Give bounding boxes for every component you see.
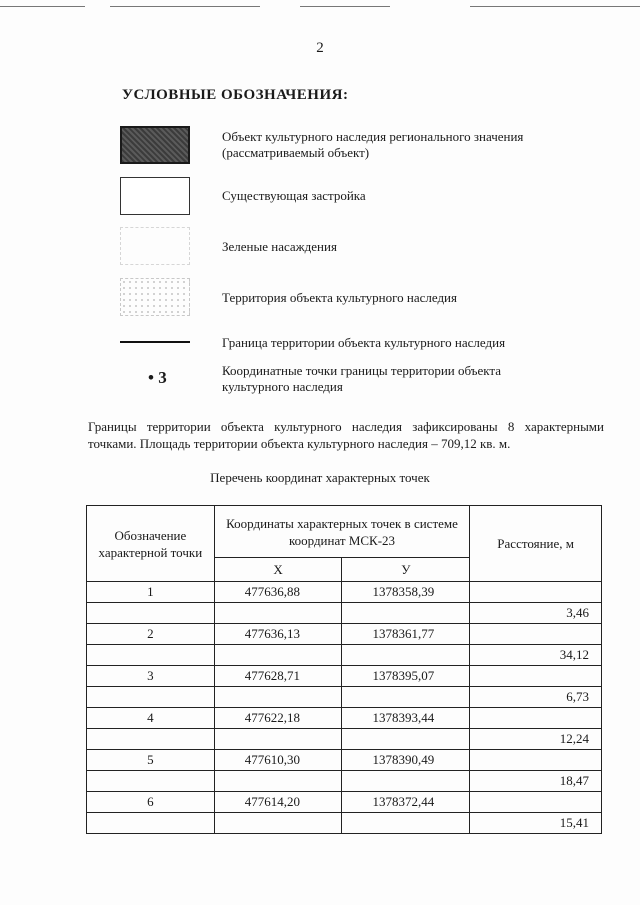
header-point: Обозначение характерной точки	[87, 506, 215, 582]
distance-cell: 12,24	[470, 729, 602, 750]
distance-cell	[470, 666, 602, 687]
point-cell	[87, 771, 215, 792]
point-cell: 5	[87, 750, 215, 771]
y-coordinate-cell: 1378395,07	[342, 666, 470, 687]
territory-description-paragraph: Границы территории объекта культурного наследия зафиксированы 8 характерными точками. Площадь территории объекта культурного наследия – 709,12 кв. м.	[88, 419, 604, 451]
scan-top-rule	[0, 6, 85, 7]
x-coordinate-cell: 477636,88	[214, 582, 342, 603]
y-coordinate-cell: 1378393,44	[342, 708, 470, 729]
x-coordinate-cell: 477636,13	[214, 624, 342, 645]
x-coordinate-cell: 477610,30	[214, 750, 342, 771]
distance-cell: 6,73	[470, 687, 602, 708]
table-row	[87, 708, 602, 729]
legend-symbol-heritage-territory	[120, 278, 190, 316]
header-x: X	[214, 558, 342, 582]
legend-symbol-existing-buildings	[120, 177, 190, 215]
x-coordinate-cell	[214, 771, 342, 792]
point-cell	[87, 729, 215, 750]
x-coordinate-cell	[214, 603, 342, 624]
x-coordinate-cell	[214, 687, 342, 708]
point-cell: 1	[87, 582, 215, 603]
table-row	[87, 645, 602, 666]
distance-cell	[470, 708, 602, 729]
y-coordinate-cell: 1378358,39	[342, 582, 470, 603]
table-row	[87, 666, 602, 687]
table-row	[87, 603, 602, 624]
y-coordinate-cell: 1378361,77	[342, 624, 470, 645]
scan-top-rule	[110, 6, 260, 7]
scan-top-rule	[300, 6, 390, 7]
legend-text-point-marker: Координатные точки границы территории объекта культурного наследия	[222, 363, 502, 394]
point-cell: 4	[87, 708, 215, 729]
distance-cell: 34,12	[470, 645, 602, 666]
coordinates-table	[86, 505, 602, 834]
point-cell	[87, 645, 215, 666]
point-cell: 2	[87, 624, 215, 645]
header-coordinates: Координаты характерных точек в системе координат МСК-23	[214, 506, 470, 558]
x-coordinate-cell: 477628,71	[214, 666, 342, 687]
table-row	[87, 624, 602, 645]
y-coordinate-cell	[342, 687, 470, 708]
table-row	[87, 750, 602, 771]
table-row	[87, 813, 602, 834]
distance-cell	[470, 624, 602, 645]
legend-symbol-boundary-line	[120, 341, 190, 343]
point-cell: 3	[87, 666, 215, 687]
legend-text-boundary-line: Граница территории объекта культурного наследия	[222, 335, 506, 350]
table-row	[87, 687, 602, 708]
legend-title: УСЛОВНЫЕ ОБОЗНАЧЕНИЯ:	[122, 87, 349, 103]
x-coordinate-cell	[214, 729, 342, 750]
legend-symbol-point-marker: • 3	[148, 368, 167, 387]
header-distance: Расстояние, м	[470, 506, 602, 582]
x-coordinate-cell	[214, 813, 342, 834]
x-coordinate-cell: 477614,20	[214, 792, 342, 813]
distance-cell: 15,41	[470, 813, 602, 834]
y-coordinate-cell: 1378390,49	[342, 750, 470, 771]
y-coordinate-cell: 1378372,44	[342, 792, 470, 813]
scan-top-rule	[470, 6, 640, 7]
point-cell	[87, 603, 215, 624]
page-number: 2	[316, 40, 324, 56]
legend-text-existing-buildings: Существующая застройка	[222, 188, 366, 203]
legend-text-heritage-object: Объект культурного наследия регионального значения (рассматриваемый объект)	[222, 129, 524, 160]
distance-cell: 18,47	[470, 771, 602, 792]
table-caption: Перечень координат характерных точек	[210, 470, 430, 485]
y-coordinate-cell	[342, 603, 470, 624]
y-coordinate-cell	[342, 645, 470, 666]
legend-text-heritage-territory: Территория объекта культурного наследия	[222, 290, 457, 305]
point-cell: 6	[87, 792, 215, 813]
y-coordinate-cell	[342, 771, 470, 792]
y-coordinate-cell	[342, 729, 470, 750]
legend-text-green-spaces: Зеленые насаждения	[222, 239, 337, 254]
y-coordinate-cell	[342, 813, 470, 834]
table-row	[87, 792, 602, 813]
x-coordinate-cell: 477622,18	[214, 708, 342, 729]
table-row	[87, 582, 602, 603]
legend-symbol-heritage-object	[120, 126, 190, 164]
distance-cell	[470, 750, 602, 771]
distance-cell: 3,46	[470, 603, 602, 624]
point-cell	[87, 687, 215, 708]
table-row	[87, 729, 602, 750]
header-y: У	[342, 558, 470, 582]
legend-symbol-green-spaces	[120, 227, 190, 265]
distance-cell	[470, 582, 602, 603]
x-coordinate-cell	[214, 645, 342, 666]
table-row	[87, 771, 602, 792]
distance-cell	[470, 792, 602, 813]
point-cell	[87, 813, 215, 834]
